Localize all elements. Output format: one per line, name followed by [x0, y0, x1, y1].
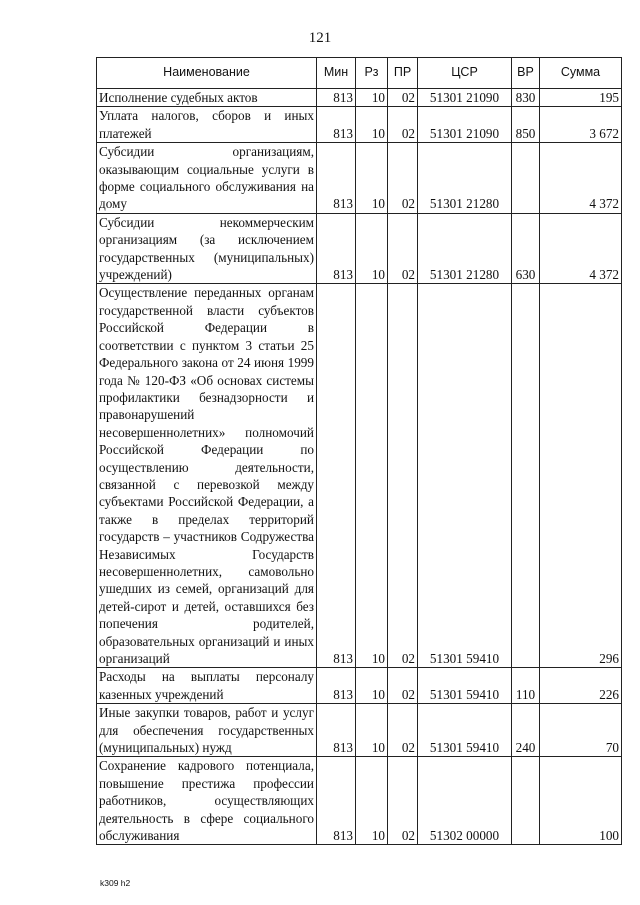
row-csr: 51301 21280 — [418, 143, 512, 214]
row-csr: 51301 21280 — [418, 213, 512, 284]
table-row — [97, 143, 622, 214]
row-sum: 70 — [540, 704, 622, 757]
row-sum: 100 — [540, 757, 622, 845]
row-csr: 51301 21090 — [418, 107, 512, 143]
page-number: 121 — [308, 30, 332, 46]
row-min: 813 — [317, 107, 356, 143]
row-rz: 10 — [356, 757, 388, 845]
row-rz: 10 — [356, 213, 388, 284]
row-min: 813 — [317, 757, 356, 845]
table-row — [97, 89, 622, 107]
row-vr: 110 — [512, 668, 540, 704]
row-vr — [512, 757, 540, 845]
row-rz: 10 — [356, 107, 388, 143]
row-pr: 02 — [388, 757, 418, 845]
row-csr: 51302 00000 — [418, 757, 512, 845]
table-row — [97, 704, 622, 757]
row-rz: 10 — [356, 704, 388, 757]
row-min: 813 — [317, 213, 356, 284]
table-row — [97, 284, 622, 668]
header-name: Наименование — [97, 58, 317, 89]
row-sum: 4 372 — [540, 213, 622, 284]
row-rz: 10 — [356, 143, 388, 214]
row-pr: 02 — [388, 143, 418, 214]
row-pr: 02 — [388, 284, 418, 668]
row-sum: 226 — [540, 668, 622, 704]
row-vr — [512, 143, 540, 214]
row-rz: 10 — [356, 89, 388, 107]
row-sum: 3 672 — [540, 107, 622, 143]
header-min: Мин — [317, 58, 356, 89]
row-pr: 02 — [388, 704, 418, 757]
row-name: Иные закупки товаров, работ и услуг для обеспечения государственных (муниципальных) нужд — [97, 704, 317, 757]
row-pr: 02 — [388, 89, 418, 107]
row-vr: 850 — [512, 107, 540, 143]
row-sum: 4 372 — [540, 143, 622, 214]
header-csr: ЦСР — [418, 58, 512, 89]
row-pr: 02 — [388, 107, 418, 143]
row-name: Осуществление переданных органам государственной власти субъектов Российской Федерации в соответствии с пунктом 3 статьи 25 Федерального закона от 24 июня 1999 года № 120-ФЗ «Об основах системы профилактики безнадзорности и правонарушений несовершеннолетних» полномочий Российской Федерации по осуществлению деятельности, связанной с перевозкой между субъектами Российской Федерации, а также в пределах территорий государств – участников Содружества Независимых Государств несовершеннолетних, самовольно ушедших из семей, организаций для детей-сирот и детей, оставшихся без попечения родителей, образовательных организаций и иных организаций — [97, 284, 317, 668]
budget-table — [96, 57, 622, 845]
header-vr: ВР — [512, 58, 540, 89]
row-min: 813 — [317, 143, 356, 214]
footer-code: k309 h2 — [100, 878, 131, 888]
row-csr: 51301 59410 — [418, 704, 512, 757]
row-vr: 630 — [512, 213, 540, 284]
row-csr: 51301 59410 — [418, 284, 512, 668]
row-csr: 51301 21090 — [418, 89, 512, 107]
row-sum: 296 — [540, 284, 622, 668]
row-rz: 10 — [356, 668, 388, 704]
row-name: Субсидии некоммерческим организациям (за исключением государственных (муниципальных) учреждений) — [97, 213, 317, 284]
row-pr: 02 — [388, 213, 418, 284]
row-min: 813 — [317, 284, 356, 668]
table-header-row — [97, 58, 622, 89]
row-csr: 51301 59410 — [418, 668, 512, 704]
table-row — [97, 213, 622, 284]
table-row — [97, 107, 622, 143]
table-row — [97, 668, 622, 704]
row-name: Уплата налогов, сборов и иных платежей — [97, 107, 317, 143]
row-name: Субсидии организациям, оказывающим социальные услуги в форме социального обслуживания на дому — [97, 143, 317, 214]
row-pr: 02 — [388, 668, 418, 704]
row-min: 813 — [317, 668, 356, 704]
row-sum: 195 — [540, 89, 622, 107]
header-rz: Рз — [356, 58, 388, 89]
row-rz: 10 — [356, 284, 388, 668]
row-name: Сохранение кадрового потенциала, повышение престижа профессии работников, осуществляющих деятельность в сфере социального обслуживания — [97, 757, 317, 845]
row-min: 813 — [317, 704, 356, 757]
row-vr: 240 — [512, 704, 540, 757]
row-vr — [512, 284, 540, 668]
row-name: Исполнение судебных актов — [97, 89, 317, 107]
row-vr: 830 — [512, 89, 540, 107]
row-min: 813 — [317, 89, 356, 107]
table-row — [97, 757, 622, 845]
header-pr: ПР — [388, 58, 418, 89]
row-name: Расходы на выплаты персоналу казенных учреждений — [97, 668, 317, 704]
header-sum: Сумма — [540, 58, 622, 89]
